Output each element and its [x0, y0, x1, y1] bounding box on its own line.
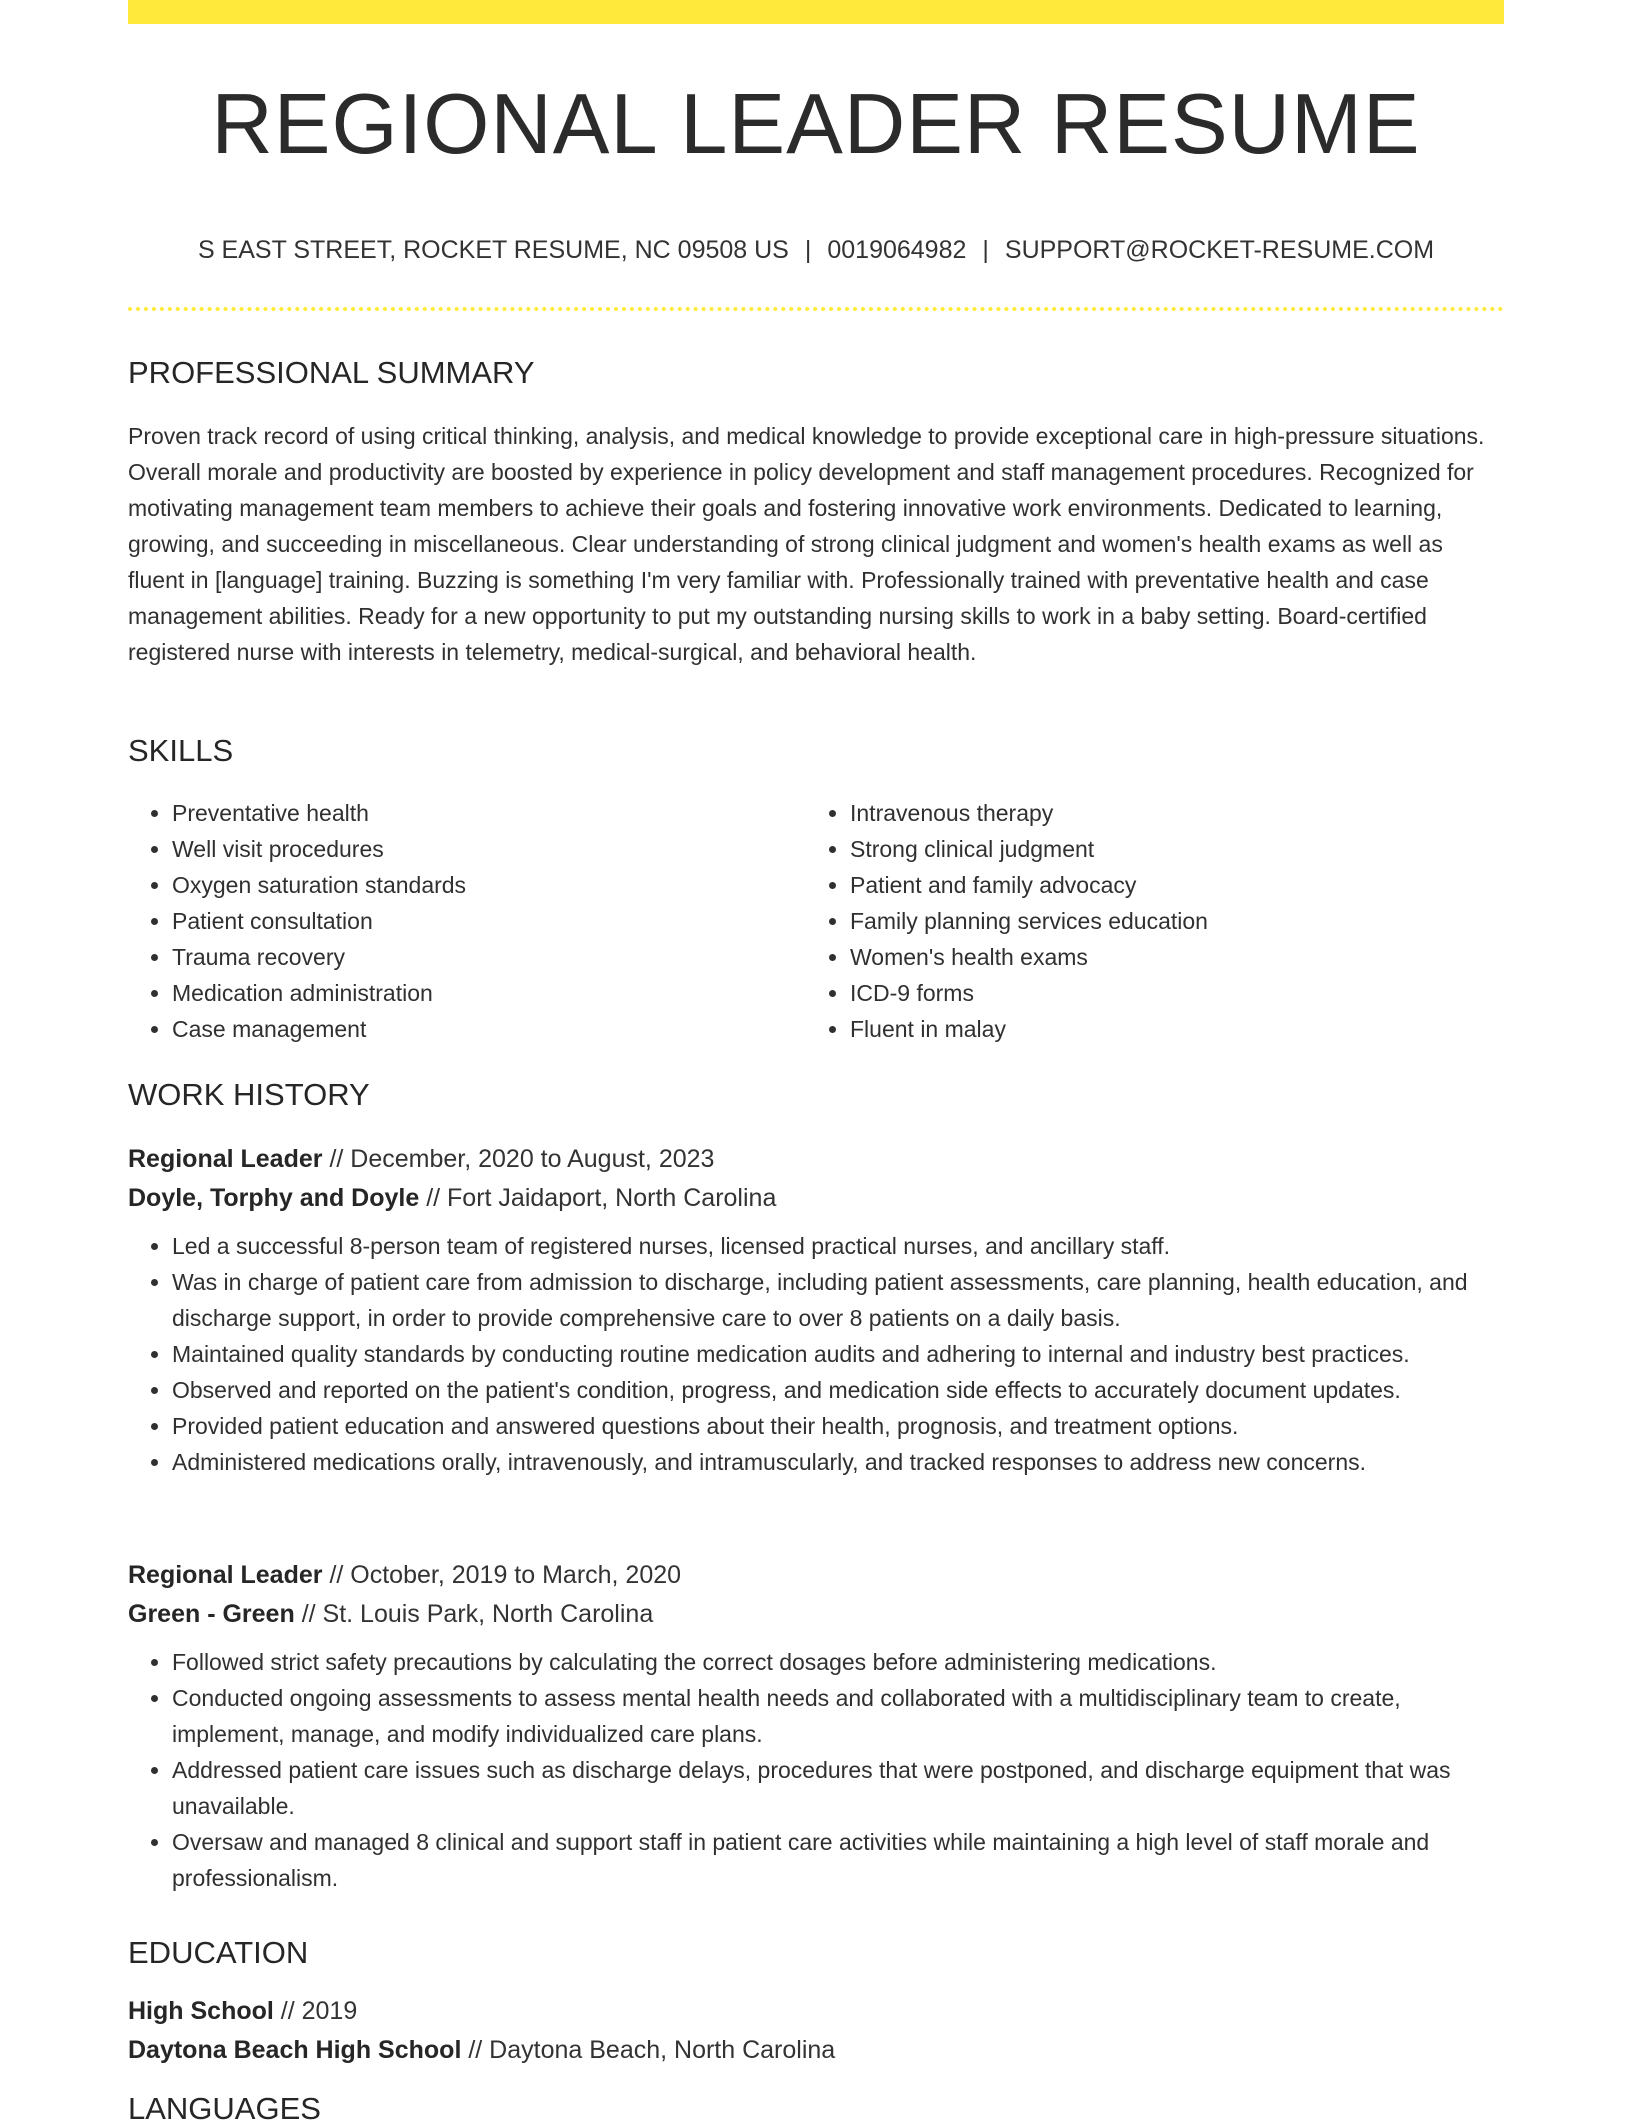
education-school: Daytona Beach High School — [128, 2036, 462, 2064]
job-bullets — [128, 1228, 1504, 1480]
contact-line — [128, 236, 1504, 265]
job-bullet: • Addressed patient care issues such as discharge delays, procedures that were postponed, and discharge equipment that was unavailable. — [172, 1752, 1504, 1824]
summary-text: Proven track record of using critical thinking, analysis, and medical knowledge to provide exceptional care in high-pressure situations. Overall morale and productivity are boosted by experience in policy development and staff management procedures. Recognized for motivating management team members to achieve their goals and fostering innovative work environments. Dedicated to learning, growing, and succeeding in miscellaneous. Clear understanding of strong clinical judgment and women's health exams as well as fluent in [language] training. Buzzing is something I'm very familiar with. Professionally trained with preventative health and case management abilities. Ready for a new opportunity to put my outstanding nursing skills to work in a baby setting. Board-certified registered nurse with interests in telemetry, medical-surgical, and behavioral health. — [128, 423, 1485, 665]
education-school-line — [128, 2031, 1504, 2070]
contact-email[interactable]: SUPPORT@ROCKET-RESUME.COM — [1004, 236, 1435, 264]
dotted-divider — [128, 307, 1504, 311]
job-title: Regional Leader — [128, 1561, 323, 1589]
contact-phone: 0019064982 — [827, 236, 967, 264]
education-entry — [128, 1992, 1504, 2070]
job-bullet: • Administered medications orally, intravenously, and intramuscularly, and tracked responses to address new concerns. — [172, 1444, 1504, 1480]
education-heading: EDUCATION — [128, 1935, 309, 1970]
job-company-line — [128, 1179, 1504, 1218]
skill-item: • Patient consultation — [172, 903, 788, 939]
skills-left-column — [128, 795, 788, 1047]
job-bullet: • Maintained quality standards by conducting routine medication audits and adhering to internal and industry best practices. — [172, 1336, 1504, 1372]
skill-item: • ICD-9 forms — [850, 975, 1466, 1011]
skill-item: • Well visit procedures — [172, 831, 788, 867]
skills-heading: SKILLS — [128, 733, 234, 768]
job-location: // Fort Jaidaport, North Carolina — [426, 1184, 777, 1212]
job-bullets — [128, 1644, 1504, 1896]
education-location: // Daytona Beach, North Carolina — [468, 2036, 836, 2064]
contact-separator: | — [804, 236, 812, 264]
job-entry — [128, 1556, 1504, 1896]
skill-item: • Oxygen saturation standards — [172, 867, 788, 903]
work-history-heading: WORK HISTORY — [128, 1077, 370, 1112]
education-degree: High School — [128, 1997, 274, 2025]
skill-item: • Trauma recovery — [172, 939, 788, 975]
skill-item: • Patient and family advocacy — [850, 867, 1466, 903]
job-title-line — [128, 1140, 1504, 1179]
skill-item: • Women's health exams — [850, 939, 1466, 975]
languages-heading: LANGUAGES — [128, 2091, 321, 2126]
contact-address: S EAST STREET, ROCKET RESUME, NC 09508 US — [197, 236, 789, 264]
summary-heading: PROFESSIONAL SUMMARY — [128, 355, 535, 390]
job-bullet: • Oversaw and managed 8 clinical and support staff in patient care activities while maintaining a high level of staff morale and professionalism. — [172, 1824, 1504, 1896]
job-company-line — [128, 1595, 1504, 1634]
skill-item: • Preventative health — [172, 795, 788, 831]
job-title: Regional Leader — [128, 1145, 323, 1173]
education-degree-line — [128, 1992, 1504, 2031]
skill-item: • Intravenous therapy — [850, 795, 1466, 831]
education-year: // 2019 — [280, 1997, 358, 2025]
job-bullet: • Was in charge of patient care from admission to discharge, including patient assessments, care planning, health education, and discharge support, in order to provide comprehensive care to over 8 patients on a daily basis. — [172, 1264, 1504, 1336]
contact-separator: | — [982, 236, 989, 264]
skill-item: • Case management — [172, 1011, 788, 1047]
top-accent-bar — [128, 0, 1504, 24]
job-bullet: • Led a successful 8-person team of registered nurses, licensed practical nurses, and ancillary staff. — [172, 1228, 1504, 1264]
skill-item: • Family planning services education — [850, 903, 1466, 939]
job-bullet: • Conducted ongoing assessments to assess mental health needs and collaborated with a multidisciplinary team to create, implement, manage, and modify individualized care plans. — [172, 1680, 1504, 1752]
job-bullet: • Observed and reported on the patient's condition, progress, and medication side effects to accurately document updates. — [172, 1372, 1504, 1408]
skills-right-column — [806, 795, 1466, 1047]
job-dates: // December, 2020 to August, 2023 — [329, 1145, 715, 1173]
job-bullet: • Provided patient education and answered questions about their health, prognosis, and treatment options. — [172, 1408, 1504, 1444]
skill-item: • Medication administration — [172, 975, 788, 1011]
job-bullet: • Followed strict safety precautions by calculating the correct dosages before administering medications. — [172, 1644, 1504, 1680]
job-location: // St. Louis Park, North Carolina — [301, 1600, 654, 1628]
job-entry — [128, 1140, 1504, 1480]
job-company: Doyle, Torphy and Doyle — [128, 1184, 420, 1212]
job-company: Green - Green — [128, 1600, 295, 1628]
resume-title: REGIONAL LEADER RESUME — [211, 77, 1421, 172]
job-title-line — [128, 1556, 1504, 1595]
skill-item: • Fluent in malay — [850, 1011, 1466, 1047]
job-dates: // October, 2019 to March, 2020 — [329, 1561, 682, 1589]
skill-item: • Strong clinical judgment — [850, 831, 1466, 867]
